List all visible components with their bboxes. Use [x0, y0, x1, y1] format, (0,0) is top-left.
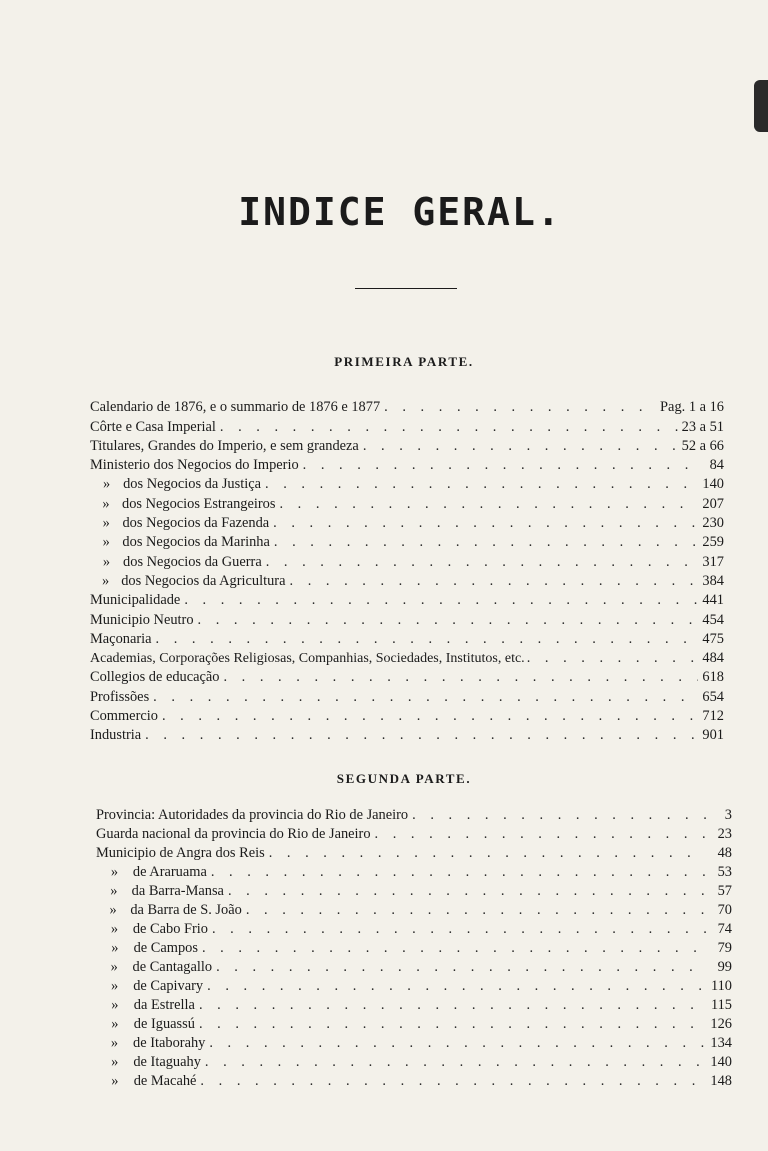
entry-page: 207: [702, 495, 724, 512]
toc-entry[interactable]: [96, 1071, 732, 1090]
entry-page: 140: [702, 476, 724, 493]
entry-page: 317: [702, 553, 724, 570]
toc-entry[interactable]: [90, 571, 724, 590]
entry-page: 618: [702, 669, 724, 686]
entry-page: 3: [724, 807, 732, 823]
entry-page: 475: [702, 630, 724, 647]
dot-leader: [274, 534, 698, 551]
dot-leader: [375, 826, 706, 843]
section-heading-primeira: PRIMEIRA PARTE.: [334, 354, 474, 369]
entry-page: 140: [710, 1054, 732, 1070]
toc-entry[interactable]: [96, 919, 732, 938]
page-edge-shadow: [754, 80, 768, 132]
entry-label: Ministerio dos Negocios do Imperio: [90, 457, 299, 474]
toc-entry[interactable]: [90, 551, 724, 570]
toc-entry[interactable]: [90, 629, 724, 648]
entry-label: Academias, Corporações Religiosas, Companhias, Sociedades, Institutos, etc.: [90, 651, 525, 667]
toc-entry[interactable]: [90, 397, 724, 416]
toc-entry[interactable]: [96, 976, 732, 995]
toc-entry[interactable]: [90, 455, 724, 474]
dot-leader: [207, 978, 706, 995]
entry-page: 454: [702, 611, 724, 628]
toc-entry[interactable]: [96, 862, 732, 881]
ditto-mark: »: [102, 476, 111, 493]
dot-leader: [266, 554, 698, 571]
dot-leader: [216, 959, 706, 976]
entry-page: 230: [702, 515, 724, 532]
dot-leader: [228, 883, 706, 900]
ditto-mark: »: [111, 997, 119, 1013]
entry-label: dos Negocios da Justiça: [123, 476, 261, 493]
entry-page: 84: [709, 457, 724, 474]
toc-entry[interactable]: [90, 436, 724, 455]
entry-page: 134: [710, 1035, 732, 1051]
dot-leader: [205, 1054, 706, 1071]
toc-entry[interactable]: [90, 416, 724, 435]
entry-page: 712: [702, 708, 724, 725]
entry-label: Calendario de 1876, e o summario de 1876 e 1877: [90, 399, 381, 416]
toc-entry[interactable]: [96, 881, 732, 900]
entry-page: 115: [710, 997, 732, 1013]
entry-page: 57: [717, 883, 732, 899]
toc-entry[interactable]: [96, 1052, 732, 1071]
entry-label: Guarda nacional da provincia do Rio de Janeiro: [96, 826, 371, 842]
dot-leader: [273, 515, 698, 532]
entry-label: Maçonaria: [90, 630, 152, 647]
entry-page: 384: [702, 572, 724, 589]
ditto-mark: »: [110, 959, 118, 975]
toc-segunda-parte: [96, 805, 732, 1090]
ditto-mark: »: [102, 553, 111, 570]
entry-label: de Araruama: [132, 864, 207, 880]
entry-page: 126: [710, 1016, 732, 1032]
entry-page: 52 a 66: [681, 437, 724, 454]
ditto-mark: »: [110, 864, 119, 880]
toc-entry[interactable]: [90, 513, 724, 532]
entry-label: de Campos: [133, 940, 198, 956]
toc-entry[interactable]: [96, 843, 732, 862]
dot-leader: [384, 399, 656, 416]
entry-label: dos Negocios Estrangeiros: [122, 495, 276, 512]
dot-leader: [156, 631, 698, 648]
ditto-mark: »: [109, 902, 117, 918]
dot-leader: [220, 419, 678, 436]
entry-label: Municipio Neutro: [90, 611, 194, 628]
entry-label: dos Negocios da Marinha: [122, 534, 270, 551]
entry-label: de Cabo Frio: [132, 921, 208, 937]
entry-label: Titulares, Grandes do Imperio, e sem grandeza: [90, 437, 359, 454]
entry-label: da Barra-Mansa: [131, 883, 224, 899]
toc-entry[interactable]: [90, 725, 724, 744]
dot-leader: [145, 727, 698, 744]
dot-leader: [199, 997, 706, 1014]
toc-entry[interactable]: [96, 995, 732, 1014]
entry-label: de Cantagallo: [132, 959, 213, 975]
entry-label: da Barra de S. João: [130, 902, 242, 918]
entry-label: Municipalidade: [90, 592, 181, 609]
toc-entry[interactable]: [96, 1033, 732, 1052]
ditto-mark: »: [111, 1016, 119, 1032]
entry-label: dos Negocios da Fazenda: [122, 515, 270, 532]
entry-page: 901: [702, 727, 724, 744]
entry-label: Municipio de Angra dos Reis: [96, 845, 265, 861]
entry-page: 259: [702, 534, 724, 551]
entry-page: Pag. 1 a 16: [660, 399, 724, 416]
toc-entry[interactable]: [96, 824, 732, 843]
dot-leader: [184, 592, 698, 609]
entry-page: 654: [702, 688, 724, 705]
entry-page: 70: [717, 902, 732, 918]
dot-leader: [198, 612, 698, 629]
toc-entry[interactable]: [90, 686, 724, 705]
entry-page: 148: [710, 1073, 732, 1089]
ditto-mark: »: [110, 1035, 119, 1051]
entry-page: 48: [717, 845, 732, 861]
entry-label: da Estrella: [133, 997, 195, 1013]
toc-entry[interactable]: [96, 938, 732, 957]
dot-leader: [269, 845, 706, 862]
entry-page: 99: [717, 959, 732, 975]
dot-leader: [223, 669, 698, 686]
dot-leader: [265, 476, 698, 493]
toc-entry[interactable]: [90, 706, 724, 725]
ditto-mark: »: [111, 1073, 119, 1089]
title-rule: [355, 288, 457, 289]
ditto-mark: »: [102, 495, 110, 512]
toc-entry[interactable]: [90, 667, 724, 686]
ditto-mark: »: [111, 1054, 119, 1070]
dot-leader: [412, 807, 706, 824]
toc-entry[interactable]: [90, 590, 724, 609]
toc-entry[interactable]: [90, 648, 724, 667]
entry-label: dos Negocios da Agricultura: [121, 572, 286, 589]
entry-page: 23 a 51: [681, 418, 724, 435]
ditto-mark: »: [110, 883, 118, 899]
toc-entry[interactable]: [90, 609, 724, 628]
entry-label: de Macahé: [133, 1073, 197, 1089]
entry-label: dos Negocios da Guerra: [123, 553, 262, 570]
entry-page: 53: [717, 864, 732, 880]
entry-page: 74: [717, 921, 732, 937]
dot-leader: [211, 864, 706, 881]
entry-page: 484: [702, 650, 724, 667]
entry-label: Commercio: [90, 708, 158, 725]
entry-page: 79: [717, 940, 732, 956]
section-heading-segunda: SEGUNDA PARTE.: [336, 771, 472, 786]
toc-primeira-parte: [90, 397, 724, 744]
dot-leader: [527, 650, 700, 667]
dot-leader: [363, 438, 678, 455]
ditto-mark: »: [102, 572, 110, 589]
dot-leader: [279, 496, 698, 513]
toc-entry[interactable]: [90, 493, 724, 512]
entry-label: Côrte e Casa Imperial: [90, 418, 216, 435]
entry-page: 441: [702, 592, 724, 609]
page-title: INDICE GERAL.: [238, 190, 562, 234]
entry-label: de Itaguahy: [133, 1054, 201, 1070]
entry-label: de Itaborahy: [133, 1035, 206, 1051]
ditto-mark: »: [111, 940, 119, 956]
toc-entry[interactable]: [96, 1014, 732, 1033]
entry-label: Provincia: Autoridades da provincia do Rio de Janeiro: [96, 807, 409, 823]
entry-label: Industria: [90, 727, 142, 744]
dot-leader: [303, 457, 698, 474]
ditto-mark: »: [102, 534, 110, 551]
toc-entry[interactable]: [90, 532, 724, 551]
entry-page: 110: [710, 978, 732, 994]
dot-leader: [290, 573, 699, 590]
dot-leader: [202, 940, 706, 957]
toc-entry[interactable]: [96, 805, 732, 824]
dot-leader: [212, 921, 706, 938]
dot-leader: [153, 689, 698, 706]
ditto-mark: »: [110, 978, 119, 994]
entry-label: Profissões: [90, 688, 150, 705]
entry-label: de Iguassú: [133, 1016, 195, 1032]
toc-entry[interactable]: [96, 957, 732, 976]
entry-page: 23: [717, 826, 732, 842]
toc-entry[interactable]: [96, 900, 732, 919]
dot-leader: [162, 708, 698, 725]
dot-leader: [209, 1035, 706, 1052]
entry-label: de Capivary: [133, 978, 204, 994]
ditto-mark: »: [102, 515, 110, 532]
ditto-mark: »: [110, 921, 119, 937]
entry-label: Collegios de educação: [90, 669, 220, 686]
dot-leader: [199, 1016, 706, 1033]
dot-leader: [246, 902, 706, 919]
toc-entry[interactable]: [90, 474, 724, 493]
dot-leader: [200, 1073, 706, 1090]
